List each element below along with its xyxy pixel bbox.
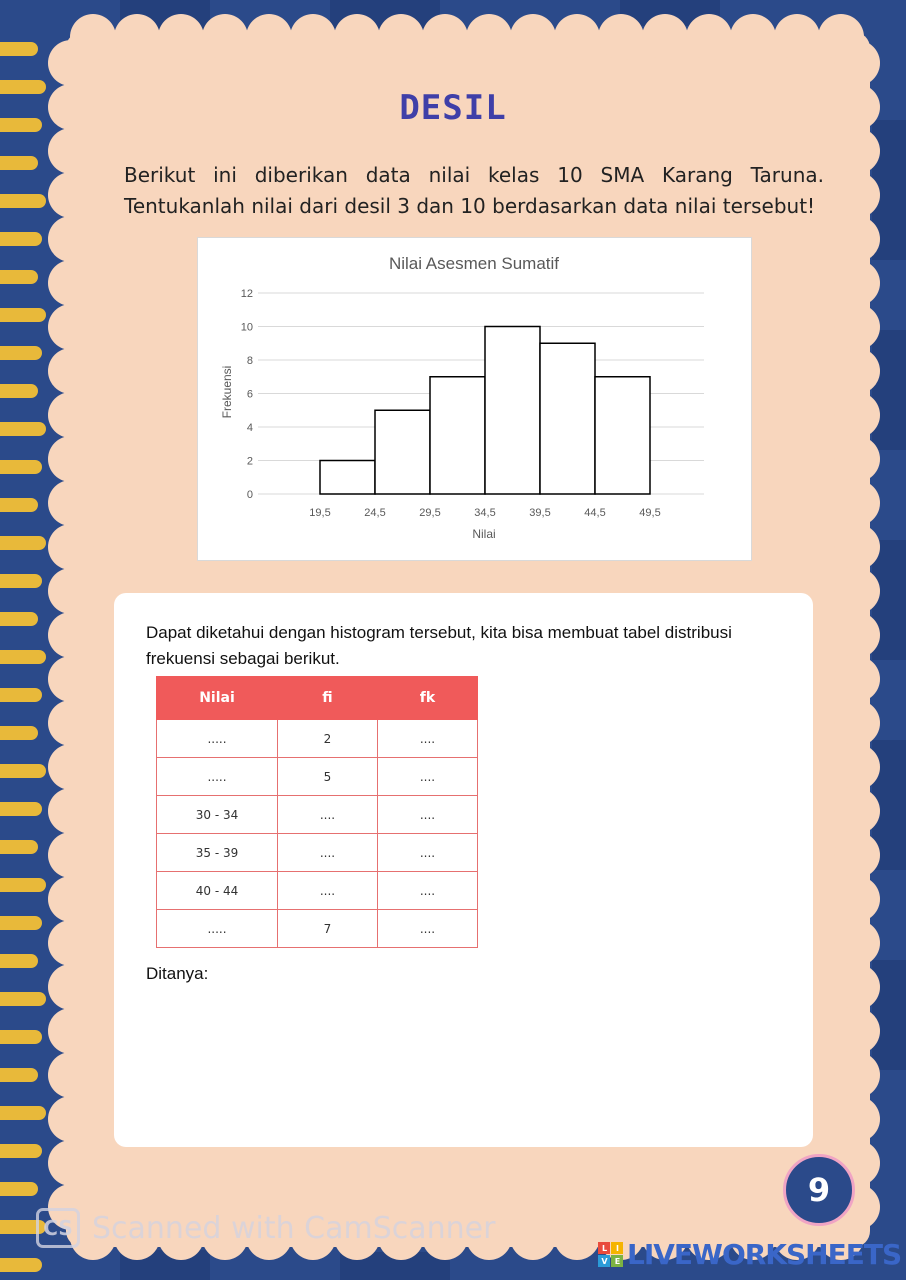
stripe-mark (0, 574, 42, 588)
edge-scallop (834, 392, 880, 438)
x-tick-label: 34,5 (474, 507, 496, 519)
cell-fk[interactable]: .... (378, 834, 478, 872)
intro-paragraph: Berikut ini diberikan data nilai kelas 10 SMA Karang Taruna. Tentukanlah nilai dari desil 3 dan 10 berdasarkan data nilai tersebut! (124, 163, 824, 218)
edge-scallop (48, 832, 94, 878)
histogram-bar (430, 377, 485, 494)
asked-label: Ditanya: (146, 964, 209, 983)
x-tick-label: 24,5 (364, 507, 386, 519)
edge-scallop (730, 14, 776, 60)
edge-scallop (834, 172, 880, 218)
edge-scallop (290, 14, 336, 60)
table-row (157, 910, 478, 948)
chart-x-label: Nilai (472, 527, 496, 541)
header-nilai: Nilai (157, 677, 278, 720)
cell-fi: 5 (278, 758, 378, 796)
stripe-mark (0, 612, 38, 626)
stripe-mark (0, 1258, 42, 1272)
y-tick-label: 0 (246, 489, 253, 501)
edge-scallop (834, 920, 880, 966)
header-fi: fi (278, 677, 378, 720)
cell-fk[interactable]: .... (378, 872, 478, 910)
stripe-mark (0, 42, 38, 56)
stripe-mark (0, 156, 38, 170)
page-title: DESIL (399, 88, 507, 128)
edge-scallop (834, 480, 880, 526)
edge-scallop (202, 14, 248, 60)
edge-scallop (834, 1008, 880, 1054)
stripe-mark (0, 954, 38, 968)
edge-scallop (834, 612, 880, 658)
edge-scallop (48, 1140, 94, 1186)
edge-scallop (686, 14, 732, 60)
stripe-mark (0, 688, 42, 702)
camscanner-logo: CS (36, 1208, 80, 1248)
edge-scallop (158, 14, 204, 60)
edge-scallop (48, 788, 94, 834)
edge-scallop (834, 876, 880, 922)
cell-fi: 2 (278, 720, 378, 758)
edge-scallop (834, 216, 880, 262)
edge-scallop (510, 14, 556, 60)
table-row (157, 758, 478, 796)
camscanner-watermark (36, 1208, 495, 1248)
edge-scallop (48, 612, 94, 658)
edge-scallop (334, 14, 380, 60)
edge-scallop (834, 788, 880, 834)
camscanner-text: Scanned with CamScanner (92, 1210, 496, 1246)
edge-scallop (598, 14, 644, 60)
stripe-mark (0, 1030, 42, 1044)
edge-scallop (554, 14, 600, 60)
stripe-mark (0, 270, 38, 284)
edge-scallop (774, 14, 820, 60)
stripe-mark (0, 346, 42, 360)
edge-scallop (834, 964, 880, 1010)
liveworksheets-logo: L I V E (598, 1242, 623, 1267)
edge-scallop (48, 700, 94, 746)
edge-scallop (834, 700, 880, 746)
edge-scallop (48, 1008, 94, 1054)
edge-scallop (422, 14, 468, 60)
histogram-bar (485, 327, 540, 495)
cell-nilai[interactable]: ..... (157, 720, 278, 758)
stripe-mark (0, 878, 46, 892)
card-paragraph: Dapat diketahui dengan histogram tersebut, kita bisa membuat tabel distribusi frekuensi sebagai berikut. (146, 623, 732, 668)
cell-fi[interactable]: .... (278, 796, 378, 834)
stripe-mark (0, 460, 42, 474)
page-number-badge: 9 (783, 1154, 855, 1226)
y-tick-label: 4 (246, 422, 253, 434)
stripe-mark (0, 992, 46, 1006)
table-header-row (157, 677, 478, 720)
edge-scallop (48, 1096, 94, 1142)
stripe-mark (0, 498, 38, 512)
table-row (157, 796, 478, 834)
cell-fk[interactable]: .... (378, 796, 478, 834)
edge-scallop (48, 172, 94, 218)
edge-scallop (48, 1052, 94, 1098)
liveworksheets-watermark (598, 1238, 901, 1271)
header-fk: fk (378, 677, 478, 720)
edge-scallop (834, 1096, 880, 1142)
cell-fi: 7 (278, 910, 378, 948)
x-tick-label: 39,5 (529, 507, 551, 519)
stripe-mark (0, 536, 46, 550)
histogram-bar (540, 343, 595, 494)
edge-scallop (834, 568, 880, 614)
y-tick-label: 8 (246, 355, 253, 367)
x-tick-label: 19,5 (309, 507, 331, 519)
stripe-mark (0, 1068, 38, 1082)
edge-scallop (642, 14, 688, 60)
stripe-mark (0, 916, 42, 930)
stripe-mark (0, 726, 38, 740)
edge-scallop (834, 832, 880, 878)
histogram-svg (198, 238, 751, 560)
edge-scallop (48, 260, 94, 306)
edge-scallop (554, 1214, 600, 1260)
histogram-bar (375, 410, 430, 494)
edge-scallop (48, 656, 94, 702)
edge-scallop (834, 744, 880, 790)
histogram-chart (197, 237, 752, 561)
edge-scallop (834, 524, 880, 570)
stripe-mark (0, 764, 46, 778)
edge-scallop (48, 920, 94, 966)
cell-nilai[interactable]: ..... (157, 758, 278, 796)
stripe-mark (0, 308, 46, 322)
x-tick-label: 44,5 (584, 507, 606, 519)
stripe-mark (0, 422, 46, 436)
edge-scallop (834, 128, 880, 174)
table-row (157, 872, 478, 910)
histogram-bar (320, 461, 375, 495)
cell-fk[interactable]: .... (378, 758, 478, 796)
edge-scallop (834, 656, 880, 702)
cell-nilai: 35 - 39 (157, 834, 278, 872)
stripe-mark (0, 840, 38, 854)
liveworksheets-text: LIVEWORKSHEETS (627, 1238, 902, 1271)
table-row (157, 720, 478, 758)
x-tick-label: 29,5 (419, 507, 441, 519)
stripe-mark (0, 1144, 42, 1158)
edge-scallop (834, 1052, 880, 1098)
edge-scallop (48, 304, 94, 350)
frequency-table (156, 676, 478, 948)
cell-fk[interactable]: .... (378, 720, 478, 758)
edge-scallop (834, 40, 880, 86)
edge-scallop (48, 40, 94, 86)
y-tick-label: 2 (246, 455, 253, 468)
table-row (157, 834, 478, 872)
edge-scallop (246, 14, 292, 60)
edge-scallop (48, 216, 94, 262)
edge-scallop (48, 392, 94, 438)
stripe-mark (0, 802, 42, 816)
cell-nilai[interactable]: ..... (157, 910, 278, 948)
chart-y-label: Frekuensi (220, 365, 234, 419)
cell-fk[interactable]: .... (378, 910, 478, 948)
stripe-mark (0, 194, 46, 208)
edge-scallop (114, 14, 160, 60)
cell-fi[interactable]: .... (278, 872, 378, 910)
cell-fi[interactable]: .... (278, 834, 378, 872)
x-tick-label: 49,5 (639, 507, 661, 519)
edge-scallop (834, 304, 880, 350)
stripe-mark (0, 232, 42, 246)
edge-scallop (834, 348, 880, 394)
stripe-mark (0, 1182, 38, 1196)
edge-scallop (378, 14, 424, 60)
y-tick-label: 6 (246, 388, 253, 401)
cell-nilai: 30 - 34 (157, 796, 278, 834)
edge-scallop (48, 568, 94, 614)
histogram-bar (595, 377, 650, 494)
edge-scallop (48, 480, 94, 526)
chart-title: Nilai Asesmen Sumatif (388, 254, 560, 273)
edge-scallop (466, 14, 512, 60)
edge-scallop (48, 876, 94, 922)
edge-scallop (48, 964, 94, 1010)
stripe-mark (0, 650, 46, 664)
edge-scallop (48, 128, 94, 174)
cell-nilai: 40 - 44 (157, 872, 278, 910)
edge-scallop (48, 436, 94, 482)
stripe-mark (0, 384, 38, 398)
edge-scallop (834, 436, 880, 482)
edge-scallop (48, 744, 94, 790)
edge-scallop (510, 1214, 556, 1260)
stripe-mark (0, 1106, 46, 1120)
edge-scallop (48, 524, 94, 570)
edge-scallop (48, 348, 94, 394)
edge-scallop (834, 260, 880, 306)
y-tick-label: 10 (240, 321, 253, 334)
y-tick-label: 12 (240, 288, 253, 300)
